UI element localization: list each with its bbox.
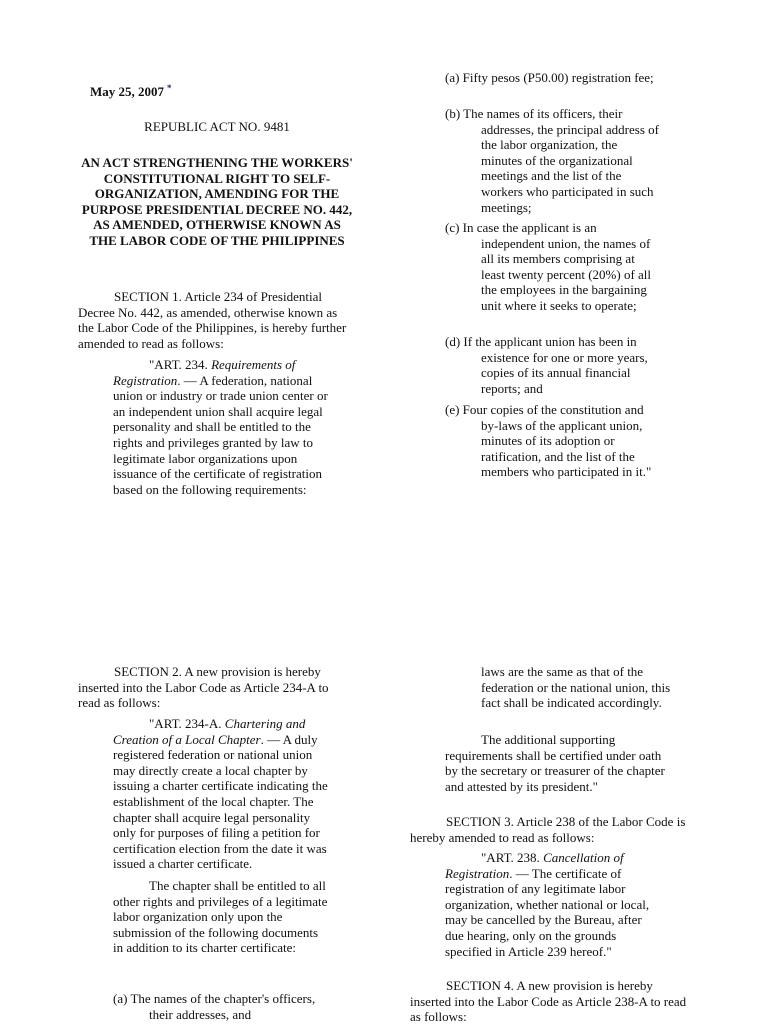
section-4: SECTION 4. A new provision is hereby inserted into the Labor Code as Article 238-A to read as follows: — [410, 978, 687, 1025]
additional-requirements — [445, 732, 671, 794]
section-2: SECTION 2. A new provision is hereby inserted into the Labor Code as Article 234-A to read as follows: — [78, 664, 329, 711]
act-number: REPUBLIC ACT NO. 9481 — [144, 119, 290, 134]
chapter-item-a: (a) The names of the chapter's officers, their addresses, and — [113, 991, 316, 1022]
article-238-body: . — The certificate of registration of any legitimate labor organization, whether national or local, may be cancelled by the Bureau, after due hearing, only on the grounds specified in Article 239 hereof." — [445, 865, 650, 959]
section-3: SECTION 3. Article 238 of the Labor Code is hereby amended to read as follows: — [410, 814, 686, 845]
document-date — [90, 81, 172, 100]
article-234-a — [113, 716, 329, 956]
article-238-text — [445, 850, 655, 959]
article-238 — [445, 850, 655, 959]
article-234-head: "ART. 234. — [149, 357, 208, 372]
additional-requirements-text: The additional supporting requirements shall be certified under oath by the secretary or treasurer of the chapter and attested by its president." — [445, 732, 665, 794]
section-1: SECTION 1. Article 234 of Presidential Decree No. 442, as amended, otherwise known as the Labor Code of the Philippines, is hereby further amended to read as follows: — [78, 289, 347, 351]
article-234-a-title: Chartering and Creation of a Local Chapter — [113, 716, 306, 747]
article-234-title: Requirements of Registration — [113, 357, 296, 388]
article-234-a-head: "ART. 234-A. — [149, 716, 222, 731]
article-234-body: . — A federation, national union or industry or trade union center or an independent union shall acquire legal personality and shall be entitled to the rights and privileges granted by law to legitimate labor organizations upon issuance of the certificate of registration based on the following requirements: — [113, 372, 328, 497]
requirement-a: (a) Fifty pesos (P50.00) registration fee; — [445, 70, 654, 85]
act-title: AN ACT STRENGTHENING THE WORKERS' CONSTITUTIONAL RIGHT TO SELF-ORGANIZATION, AMENDING FOR THE PURPOSE PRESIDENTIAL DECREE NO. 442, AS AMENDED, OTHERWISE KNOWN AS THE LABOR CODE OF THE PHILIPPINES — [81, 155, 353, 248]
item-continuation: laws are the same as that of the federation or the national union, this fact shall be indicated accordingly. — [481, 664, 671, 711]
article-238-head: "ART. 238. — [481, 850, 540, 865]
article-238-title: Cancellation of Registration — [445, 850, 624, 881]
article-234-a-body: . — A duly registered federation or national union may directly create a local chapter by issuing a charter certificate indicating the establishment of the local chapter. The chapter shall acquire legal personality only for purposes of filing a petition for certification election from the date it was issued a charter certificate. — [113, 731, 328, 872]
requirement-d: (d) If the applicant union has been in existence for one or more years, copies of its annual financial reports; and — [445, 334, 648, 396]
article-234-a-text — [113, 716, 329, 872]
requirement-c: (c) In case the applicant is an independent union, the names of all its members comprising at least twenty percent (20%) of all the employees in the bargaining unit where it seeks to operate; — [445, 220, 652, 313]
article-234-text — [113, 357, 329, 497]
date-text: May 25, 2007 — [90, 84, 165, 99]
article-234 — [113, 357, 329, 497]
requirement-e: (e) Four copies of the constitution and by-laws of the applicant union, minutes of its adoption or ratification, and the list of the members who participated in it." — [445, 402, 652, 480]
requirement-b: (b) The names of its officers, their addresses, the principal address of the labor organization, the minutes of the organizational meetings and the list of the workers who participated in such meetings; — [445, 106, 659, 215]
article-234-a-para2: The chapter shall be entitled to all other rights and privileges of a legitimate labor organization only upon the submission of the following documents in addition to its charter certificate: — [113, 877, 328, 956]
footnote-link[interactable]: * — [167, 83, 172, 93]
